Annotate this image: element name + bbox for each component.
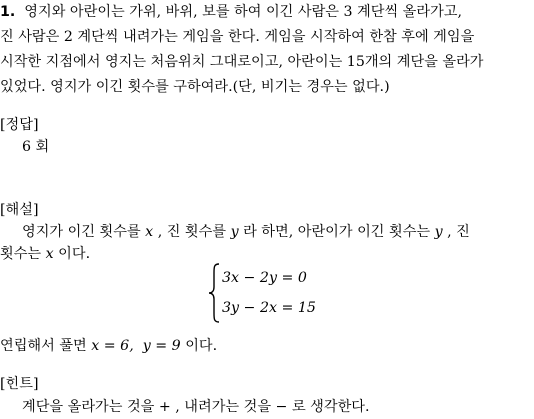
equation-system (208, 263, 328, 323)
answer-value: 6 회 (22, 139, 50, 155)
solution-text-1c: 라 하면, 아란이가 이긴 횟수는 (238, 224, 435, 240)
var-y: y (230, 224, 239, 240)
solution-line-2 (0, 244, 90, 264)
equation-1: 3x − 2y = 0 (222, 270, 307, 286)
result-text-b: 이다. (180, 338, 218, 354)
problem-line-2: 진 사람은 2 계단씩 내려가는 게임을 한다. 게임을 시작하여 한참 후에 게임을 (0, 29, 475, 45)
var-x: x (145, 224, 154, 240)
problem-line-1 (0, 0, 484, 25)
solution-text-1a: 영지가 이긴 횟수를 (22, 224, 146, 240)
result-text-a: 연립해서 풀면 (0, 338, 92, 354)
solution-result (0, 336, 217, 356)
solution-label: [해설] (0, 202, 39, 218)
result-y: y = 9 (142, 338, 181, 354)
equation-2: 3y − 2x = 15 (222, 300, 316, 316)
left-brace-icon (208, 263, 220, 323)
problem-line-3: 시작한 지점에서 영지는 처음위치 그대로이고, 아란이는 15개의 계단을 올라가 (0, 54, 484, 70)
answer-label: [정답] (0, 117, 39, 133)
problem-line-4: 있었다. 영지가 이긴 횟수를 구하여라.(단, 비기는 경우는 없다.) (0, 79, 390, 95)
solution-line-1 (22, 222, 470, 242)
problem-statement (0, 0, 484, 100)
result-x: x = 6, (91, 338, 134, 354)
hint-text: 계단을 올라가는 것을 + , 내려가는 것을 − 로 생각한다. (22, 399, 370, 415)
hint-label: [힌트] (0, 376, 39, 392)
var-x-2: x (45, 246, 54, 262)
problem-text-1: 영지와 아란이는 가위, 바위, 보를 하여 이긴 사람은 3 계단씩 올라가고, (24, 4, 462, 20)
var-y-2: y (434, 224, 443, 240)
solution-text-2a: 횟수는 (0, 246, 46, 262)
problem-number: 1. (0, 4, 16, 20)
solution-text-2b: 이다. (53, 246, 91, 262)
solution-text-1d: , 진 (442, 224, 470, 240)
solution-text-1b: , 진 횟수를 (153, 224, 231, 240)
